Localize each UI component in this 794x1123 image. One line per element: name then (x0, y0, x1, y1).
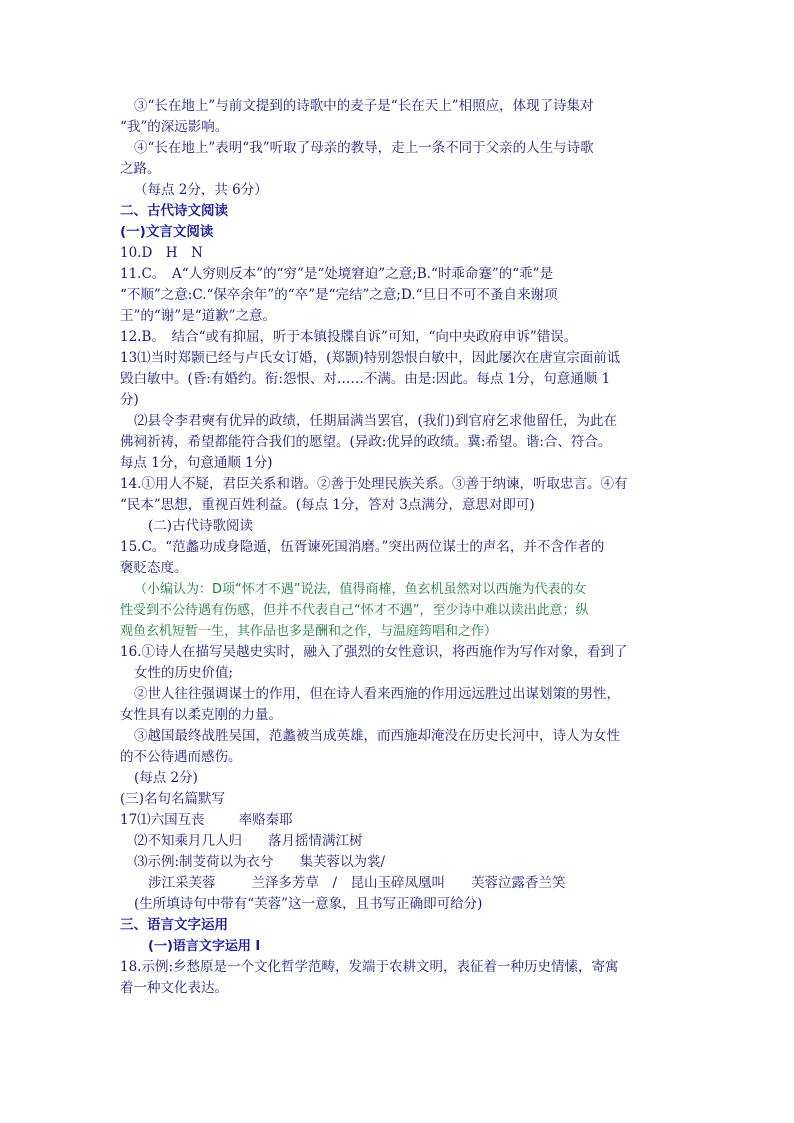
answer-line: ⑵县令李君奭有优异的政绩，任期届满当罢官，(我们)到官府乞求他留任，为此在 (134, 413, 618, 429)
answer-line: ②世人往往强调谋士的作用，但在诗人看来西施的作用远远胜过出谋划策的男性， (134, 686, 620, 702)
answer-line: 每点 1分，句意通顺 1分) (120, 455, 273, 471)
answer-text: 17⑴六国互丧 (120, 812, 205, 828)
answer-line (120, 831, 680, 852)
answer-line: 毁白敏中。(昏:有婚约。衔:怨恨、对……不满。由是:因此。每点 1分，句意通顺 1 (120, 371, 611, 387)
answer-line: 佛祠祈祷，希望都能符合我们的愿望。(异政:优异的政绩。冀:希望。谐:合、符合。 (120, 434, 612, 450)
section-heading-ancient: 二、古代诗文阅读 (120, 203, 228, 219)
answer-line: 10.D H N (120, 245, 203, 261)
answer-line: 12.B。 结合“或有抑屈，听于本镇投牒自诉”可知，“向中央政府申诉”错误。 (120, 329, 578, 345)
answer-line: 18.示例:乡愁原是一个文化哲学范畴，发端于农耕文明，表征着一种历史情愫，寄寓 (120, 959, 619, 975)
subsection-heading-language-1: (一)语言文字运用 I (148, 939, 261, 954)
score-note: (每点 2分) (134, 770, 198, 786)
answer-line: 的不公待遇而感伤。 (120, 749, 242, 765)
answer-line: 之路。 (120, 161, 161, 177)
editor-note: （小编认为：D项“怀才不遇”说法，值得商榷，鱼玄机虽然对以西施为代表的女 (134, 582, 587, 597)
answer-text: 集芙蓉以为裳/ (299, 854, 386, 870)
answer-line: 16.①诗人在描写吴越史实时，融入了强烈的女性意识，将西施作为写作对象，看到了 (120, 644, 628, 660)
answer-line: 王”的“谢”是“道歉”之意。 (120, 308, 277, 324)
answer-line: 褒贬态度。 (120, 560, 188, 576)
answer-line: “我”的深远影响。 (120, 119, 229, 135)
editor-note: 观鱼玄机短暂一生，其作品也多是酬和之作，与温庭筠唱和之作） (120, 624, 498, 639)
answer-text: ⑵不知乘月几人归 (134, 833, 242, 849)
subsection-heading-wenyan: (一)文言文阅读 (120, 224, 214, 240)
answer-line: 着一种文化表达。 (120, 980, 228, 996)
section-heading-language: 三、语言文字运用 (120, 917, 228, 933)
answer-line: ③越国最终战胜吴国，范蠡被当成英雄，而西施却淹没在历史长河中，诗人为女性 (134, 728, 620, 744)
editor-note: 性受到不公待遇有伤感，但并不代表自己“怀才不遇”，至少诗中难以读出此意；纵 (120, 603, 589, 618)
answer-text: 芙蓉泣露香兰笑 (471, 875, 566, 891)
answer-text: ⑶示例:制芰荷以为衣兮 (134, 854, 274, 870)
subsection-heading-mingju: (三)名句名篇默写 (120, 791, 226, 807)
answer-line: ③“长在地上”与前文提到的诗歌中的麦子是“长在天上”相照应，体现了诗集对 (134, 98, 594, 114)
answer-key-page (120, 96, 680, 999)
answer-line: 女性具有以柔克刚的力量。 (120, 707, 282, 723)
score-note: (生所填诗句中带有“芙蓉”这一意象，且书写正确即可给分) (134, 896, 483, 912)
answer-line (120, 852, 680, 873)
answer-text: 率赂秦耶 (238, 812, 293, 828)
answer-line: 15.C。“范蠡功成身隐遁，伍胥谏死国消磨。”突出两位谋士的声名，并不含作者的 (120, 539, 605, 555)
answer-line (120, 810, 680, 831)
answer-line: 11.C。 A“人穷则反本”的“穷”是“处境窘迫”之意;B.“时乖命蹇”的“乖”是 (120, 266, 554, 282)
answer-line: “民本”思想，重视百姓利益。(每点 1分，答对 3点满分，意思对即可) (120, 497, 535, 513)
answer-text: 涉江采芙蓉 (148, 875, 216, 891)
answer-line: 分) (120, 392, 139, 408)
score-note: （每点 2分，共 6分） (134, 182, 268, 198)
answer-line: “不顺”之意:C.“保卒余年”的“卒”是“完结”之意;D.“旦日不可不蚤自来谢项 (120, 287, 558, 303)
answer-text: 兰泽多芳草 / 昆山玉碎凤凰叫 (251, 875, 446, 891)
answer-line: 14.①用人不疑，君臣关系和谐。②善于处理民族关系。③善于纳谏，听取忠言。④有 (120, 476, 628, 492)
answer-line: 13⑴当时郑颢已经与卢氏女订婚，(郑颢)特别怨恨白敏中，因此屡次在唐宣宗面前诋 (120, 350, 621, 366)
answer-line: 女性的历史价值; (134, 665, 234, 681)
answer-line: ④“长在地上”表明“我”听取了母亲的教导，走上一条不同于父亲的人生与诗歌 (134, 140, 594, 156)
subsection-heading-poem: (二)古代诗歌阅读 (148, 518, 254, 534)
answer-line (120, 873, 680, 894)
answer-text: 落月摇情满江树 (268, 833, 363, 849)
